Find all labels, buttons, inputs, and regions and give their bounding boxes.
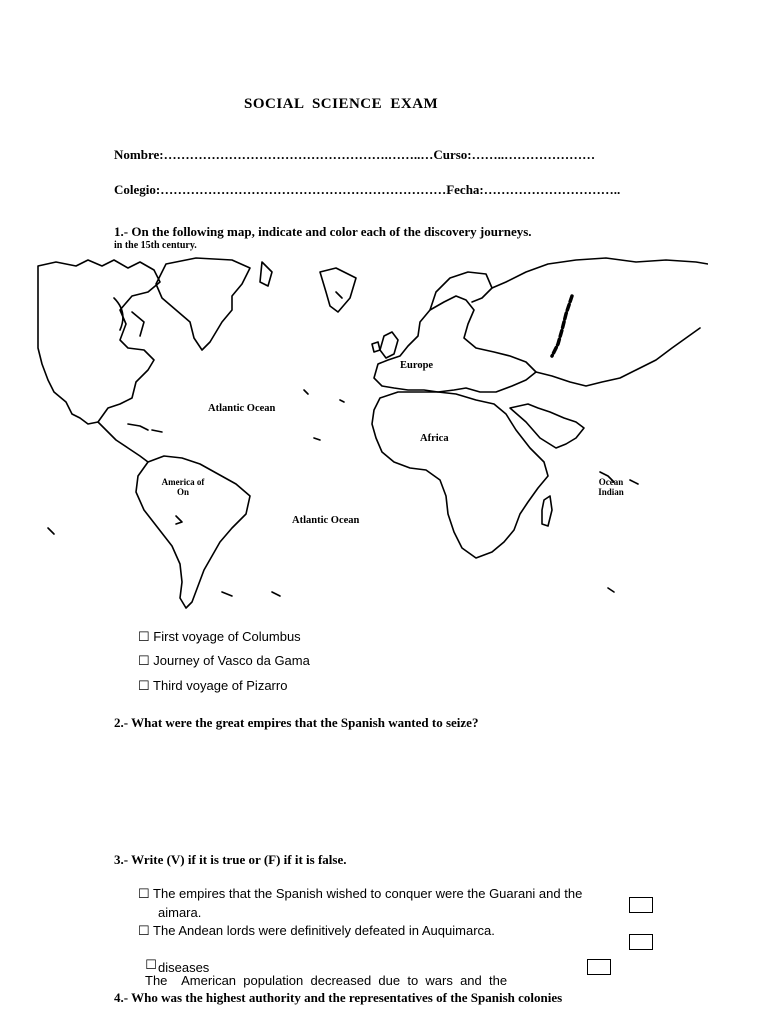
map-label-indian-line2: Indian (598, 487, 624, 497)
option-label: Third voyage of Pizarro (153, 678, 288, 693)
question-1-subtext: in the 15th century. (114, 240, 197, 251)
checkbox-icon[interactable]: ☐ (138, 923, 150, 938)
map-label-africa: Africa (420, 433, 449, 444)
school-date-field[interactable]: Colegio:…………………………………………………………Fecha:………………………….. (114, 182, 621, 197)
greenland-outline (156, 258, 250, 350)
option-pizarro[interactable] (138, 678, 287, 694)
checkbox-icon[interactable]: ☐ (138, 678, 150, 693)
question-2-text: 2.- What were the great empires that the Spanish wanted to seize? (114, 715, 479, 730)
map-label-america-line2: On (176, 487, 189, 497)
map-label-atlantic-north: Atlantic Ocean (208, 403, 276, 414)
arabia-outline (510, 404, 584, 448)
statement-1-line1: The empires that the Spanish wished to conquer were the Guarani and the (153, 886, 583, 901)
statement-1-line2: aimara. (158, 905, 202, 920)
answer-box-1[interactable] (629, 897, 653, 913)
statement-1 (138, 886, 582, 902)
question-4-text: 4.- Who was the highest authority and the representatives of the Spanish colonies (114, 990, 563, 1005)
statement-3-line1: The American population decreased due to wars and the (145, 973, 508, 988)
checkbox-icon[interactable]: ☐ (138, 886, 150, 901)
statement-2 (138, 923, 495, 939)
north-america-outline (38, 260, 160, 424)
option-columbus[interactable] (138, 629, 301, 645)
statement-3-line2: diseases (158, 960, 210, 975)
question-1-text: 1.- On the following map, indicate and color each of the discovery journeys. (114, 224, 532, 239)
africa-outline (372, 392, 548, 558)
asia-outline (492, 258, 708, 288)
statement-2-line1: The Andean lords were definitively defeated in Auquimarca. (153, 923, 495, 938)
name-course-field[interactable]: Nombre:…………………………………………….……..…Curso:……..………………… (114, 147, 596, 162)
map-label-atlantic-south: Atlantic Ocean (292, 515, 360, 526)
world-map[interactable] (36, 252, 708, 612)
option-label: Journey of Vasco da Gama (153, 653, 310, 668)
question-3-text: 3.- Write (V) if it is true or (F) if it is false. (114, 852, 347, 867)
answer-box-2[interactable] (629, 934, 653, 950)
madagascar-outline (542, 496, 552, 526)
map-label-america-line1: America of (161, 477, 205, 487)
option-vasco-da-gama[interactable] (138, 653, 310, 669)
checkbox-icon[interactable]: ☐ (145, 957, 157, 972)
central-america-outline (98, 422, 148, 462)
option-label: First voyage of Columbus (153, 629, 301, 644)
checkbox-icon[interactable]: ☐ (138, 653, 150, 668)
checkbox-icon[interactable]: ☐ (138, 629, 150, 644)
map-label-europe: Europe (400, 360, 434, 371)
answer-box-3[interactable] (587, 959, 611, 975)
exam-title: SOCIAL SCIENCE EXAM (244, 96, 439, 112)
british-isles-outline (380, 332, 398, 358)
map-label-indian-line1: Ocean (598, 477, 624, 487)
map-label-indian (594, 477, 628, 497)
map-label-america (158, 477, 208, 497)
europe-outline (374, 296, 536, 392)
